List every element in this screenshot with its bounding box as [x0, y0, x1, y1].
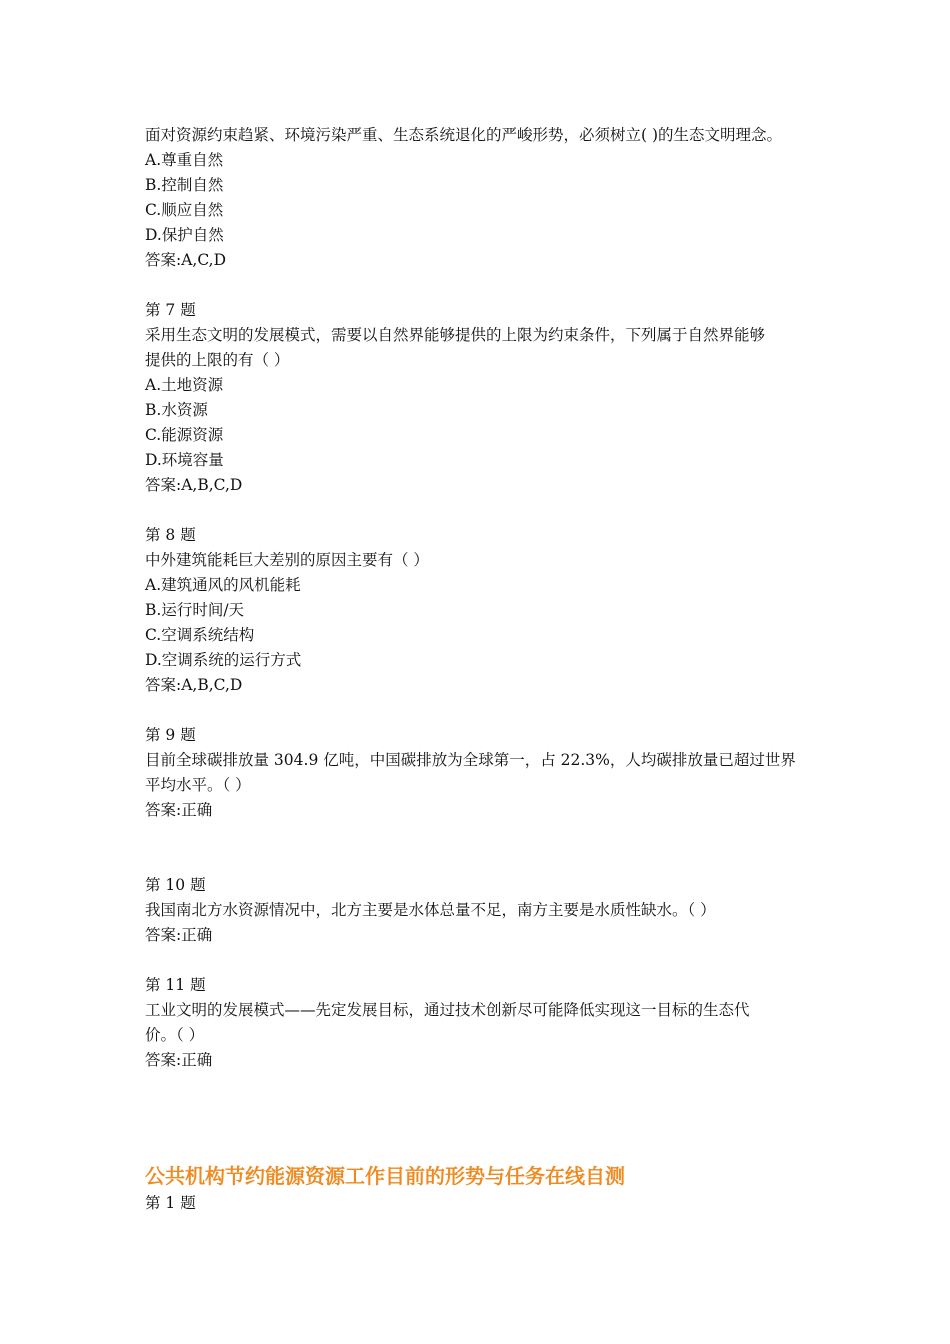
question-7-option-b: B.水资源 — [145, 401, 208, 419]
spacer — [145, 273, 825, 298]
spacer — [145, 698, 825, 723]
question-6-text: 面对资源约束趋紧、环境污染严重、生态系统退化的严峻形势，必须树立( )的生态文明理念。 — [145, 126, 783, 144]
question-11-answer: 答案:正确 — [145, 1051, 213, 1069]
question-7-option-c: C.能源资源 — [145, 426, 224, 444]
question-11-text-line-2: 价。（ ） — [145, 1026, 205, 1044]
spacer — [145, 498, 825, 523]
question-8-text: 中外建筑能耗巨大差别的原因主要有（ ） — [145, 551, 429, 569]
question-6-answer: 答案:A,C,D — [145, 251, 227, 269]
question-7-text-line-2: 提供的上限的有（ ） — [145, 351, 290, 369]
section-title: 公共机构节约能源资源工作目前的形势与任务在线自测 — [145, 1164, 625, 1188]
question-9-number: 第 9 题 — [145, 726, 196, 744]
spacer — [145, 948, 825, 973]
question-8-answer: 答案:A,B,C,D — [145, 676, 243, 694]
question-6-option-d: D.保护自然 — [145, 226, 224, 244]
question-7-number: 第 7 题 — [145, 301, 196, 319]
question-10-answer: 答案:正确 — [145, 926, 213, 944]
question-8-option-a: A.建筑通风的风机能耗 — [145, 576, 301, 594]
question-11-number: 第 11 题 — [145, 976, 206, 994]
question-9-answer: 答案:正确 — [145, 801, 213, 819]
question-6-option-b: B.控制自然 — [145, 176, 224, 194]
section-question-1-number: 第 1 题 — [145, 1194, 196, 1212]
question-8-number: 第 8 题 — [145, 526, 196, 544]
document-page — [145, 123, 825, 1216]
question-8-option-c: C.空调系统结构 — [145, 626, 255, 644]
question-11-text-line-1: 工业文明的发展模式——先定发展目标，通过技术创新尽可能降低实现这一目标的生态代 — [145, 1001, 750, 1019]
question-10-number: 第 10 题 — [145, 876, 206, 894]
question-8-option-b: B.运行时间/天 — [145, 601, 245, 619]
question-6-option-c: C.顺应自然 — [145, 201, 224, 219]
spacer — [145, 1073, 825, 1161]
question-9-text-line-2: 平均水平。（ ） — [145, 776, 251, 794]
question-9-text-line-1: 目前全球碳排放量 304.9 亿吨，中国碳排放为全球第一，占 22.3%，人均碳排放量已超过世界 — [145, 751, 796, 769]
question-7-answer: 答案:A,B,C,D — [145, 476, 243, 494]
question-7-option-a: A.土地资源 — [145, 376, 224, 394]
question-8-option-d: D.空调系统的运行方式 — [145, 651, 302, 669]
question-7-option-d: D.环境容量 — [145, 451, 224, 469]
question-10-text: 我国南北方水资源情况中，北方主要是水体总量不足，南方主要是水质性缺水。（ ） — [145, 901, 716, 919]
question-7-text-line-1: 采用生态文明的发展模式，需要以自然界能够提供的上限为约束条件，下列属于自然界能够 — [145, 326, 766, 344]
question-6-option-a: A.尊重自然 — [145, 151, 224, 169]
spacer — [145, 823, 825, 873]
